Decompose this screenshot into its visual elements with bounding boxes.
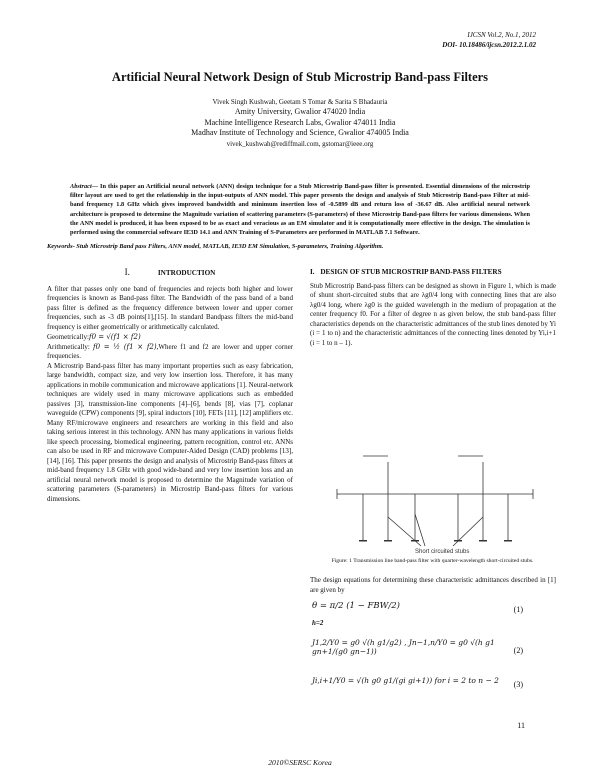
equation-1-body: θ = π/2 (1 − FBW/2) xyxy=(312,601,400,611)
keywords: Keywords- Stub Microstrip Band pass Filters, ANN model, MATLAB, IE3D EM Simulation, S-parameters, Training Algorithm. xyxy=(47,243,384,250)
equation-1-number: (1) xyxy=(513,605,523,614)
pointer-3 xyxy=(453,517,483,546)
ground-6 xyxy=(504,540,512,542)
paper-title: Artificial Neural Network Design of Stub Microstrip Band-pass Filters xyxy=(111,70,489,84)
affiliation-2: Machine Intelligence Research Labs, Gwalior 474011 India xyxy=(204,117,396,127)
journal-header xyxy=(442,30,536,50)
equation-2-number: (2) xyxy=(513,646,523,655)
affiliation-3: Madhav Institute of Technology and Science, Gwalior 474005 India xyxy=(191,128,409,138)
section-1-heading xyxy=(47,268,293,279)
geometric-formula-line xyxy=(47,333,293,343)
left-column xyxy=(47,268,293,504)
equation-2-body: J1,2/Y0 = g0 √(h g1/g2) , Jn−1,n/Y0 = g0 √(h g1 gn+1/(g0 gn−1)) xyxy=(312,638,495,656)
abstract-label: Abstract— xyxy=(70,183,98,190)
page-number: 11 xyxy=(517,721,525,730)
arithmetic-label: Arithmetically: xyxy=(47,342,90,351)
section-2-title: DESIGN OF STUB MICROSTRIP BAND-PASS FILTERS xyxy=(320,268,502,276)
intro-paragraph-1: A filter that passes only one band of frequencies and rejects both higher and lower frequencies is known as Band-pass filter. The Bandwidth of the pass band of a band pass filter is defined as the frequency difference between lower and upper corner frequencies, such as -3 dB points[1],[15]. In standard Bandpass filters the mid-band frequency is either geometrically or arithmetically calculated. xyxy=(47,284,293,331)
figure-1-label: Short circuited stubs xyxy=(415,549,470,555)
equation-3-body: Ji,i+1/Y0 = √(h g0 g1/(gi gi+1)) for i = 2 to n − 2 xyxy=(312,676,499,685)
journal-volume: IJCSN Vol.2, No.1, 2012 xyxy=(467,31,536,39)
author-block xyxy=(80,97,520,149)
abstract xyxy=(70,182,530,237)
section-2-number: I. xyxy=(310,268,315,276)
affiliation-1: Amity University, Gwalior 474020 India xyxy=(234,107,366,117)
ground-3 xyxy=(411,540,419,542)
design-paragraph-2-wrap xyxy=(310,576,556,595)
footer: 2010©SERSC Korea xyxy=(268,758,332,767)
equation-3-number: (3) xyxy=(513,680,523,689)
pointer-1 xyxy=(388,517,421,546)
equation-1 xyxy=(312,601,400,611)
design-paragraph-2: The design equations for determining these characteristic admittances described in [1] are given by xyxy=(310,576,556,594)
right-column xyxy=(310,268,556,348)
geometric-formula: f0 = √(f1 × f2) xyxy=(88,333,141,341)
design-paragraph-1: Stub Microstrip Band-pass filters can be designed as shown in Figure 1, which is made of shunt short-circuited stubs that are λg0/4 long with connecting lines that are also λg0/4 long, where λg0 is the guided wavelength in the medium of propagation at the center frequency f0. For a filter of degree n as given below, the stub band-pass filter characteristics depends on the characteristic admittances of the stub lines denoted by Yi (i = 1 to n) and the characteristic admittances of the connecting lines denoted by Yi,i+1 (i = 1 to n – 1). xyxy=(310,281,556,347)
ground-2 xyxy=(384,540,392,542)
author-names: Vivek Singh Kushwah, Geetam S Tomar & Sarita S Bhadauria xyxy=(212,98,388,106)
h-value: h=2 xyxy=(312,619,324,627)
ground-1 xyxy=(359,540,367,542)
doi: DOI- 10.18486/ijcsn.2012.2.1.02 xyxy=(442,41,536,49)
section-1-title: INTRODUCTION xyxy=(157,269,216,277)
equation-2 xyxy=(312,638,502,656)
intro-paragraph-2: A Microstrip Band-pass filter has many important properties such as easy fabrication, large bandwidth, compact size, and very low insertion loss. Therefore, it has many applications in mobile communication and microwave applications [1]. Neural-network techniques are widely used in many microwave applications such as embedded passives [3], transmission-line components [4]–[6], bends [8], vias [7], coplanar waveguide (CPW) components [9], spiral inductors [10], FETs [11], [12] amplifiers etc. Many RF/microwave engineers and researchers are working in this field and also taking serious interest in this technology. ANN has many applications in various fields like speech processing, biomedical engineering, pattern recognition, control etc. ANNs can also be used in RF and microwave Computer-Aided Design (CAD) problems [13], [14], [16]. This paper presents the design and analysis of Microstrip Band-pass filters at mid-band frequency 1.8 GHz with good wide-band and very low insertion loss and an artificial neural network model is proposed to determine the Magnitude variation of scattering parameters (S-parameters) in Microstrip Band-pass filters for various dimensions. xyxy=(47,361,293,503)
geometric-label: Geometrically: xyxy=(47,333,89,341)
abstract-text: In this paper an Artificial neural network (ANN) design technique for a Stub Microstrip Band-pass filter is presented. Essential dimensions of the microstrip filter layout are used to get the relationship in the input-outputs of ANN model. This paper presents the design and analysis of Stub Microstrip Band-pass Filter at mid-band frequency 1.8 GHz which gives improved bandwidth and minimum insertion loss of -0.5899 dB and return loss of -36.67 dB. Also artificial neural network architecture is proposed to determine the Magnitude variation of scattering parameters (S-parameters) of these Microstrip Band-pass filters for various dimensions. When the ANN model is produced, it has been exposed to be as exact and veracious as an EM simulator and it is computationally more effective in the design. The simulation is performed using the commercial software IE3D 14.1 and ANN Training of S-Parameters are performed in MATLAB 7.1 Software. xyxy=(70,183,530,237)
figure-1-stub-filter xyxy=(333,442,538,557)
equation-3 xyxy=(312,676,512,685)
arithmetic-tail: ,Where f1 and f2 are lower and upper corner frequencies. xyxy=(47,342,294,360)
ground-4 xyxy=(454,540,462,542)
arithmetic-formula: f0 = ½ (f1 × f2) xyxy=(93,342,157,351)
figure-1-caption: Figure: 1 Transmission line band-pass filter with quarter-wavelength short-circuited stubs. xyxy=(331,558,534,564)
arithmetic-formula-line xyxy=(47,343,293,362)
section-1-number: I. xyxy=(124,267,130,277)
author-emails: vivek_kushwah@rediffmail.com, gstomar@ieee.org xyxy=(226,139,374,148)
ground-5 xyxy=(479,540,487,542)
section-2-heading xyxy=(310,268,556,278)
